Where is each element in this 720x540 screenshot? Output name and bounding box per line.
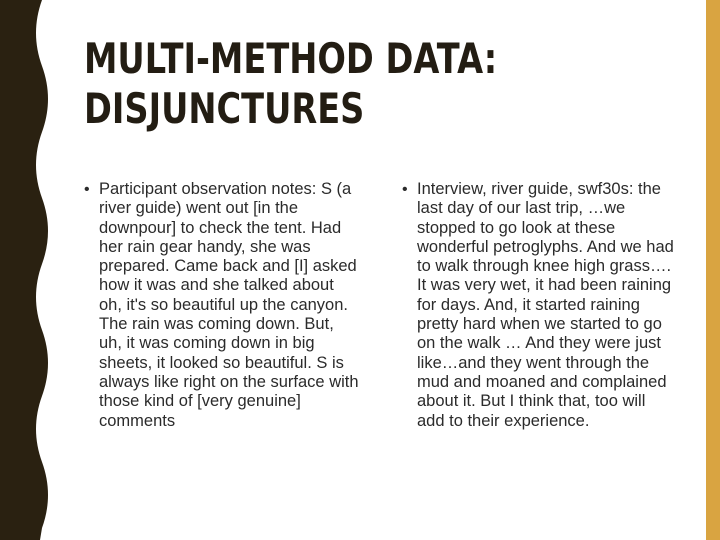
bullet-icon: • bbox=[402, 181, 408, 198]
bullet-icon: • bbox=[84, 181, 90, 198]
title-line-1: MULTI-METHOD DATA: bbox=[84, 34, 498, 83]
observation-notes-text: Participant observation notes: S (a river guide) went out [in the downpour] to check the tent. Had her rain gear handy, she was prepared. Came back and [I] asked how it was and she talked about oh, it's so beautiful up the canyon. The rain was coming down. But, uh, it was coming down in big sheets, it looked so beautiful. S is always like right on the surface with those kind of [very genuine] comments bbox=[99, 180, 359, 430]
slide-title bbox=[84, 34, 564, 134]
interview-text: Interview, river guide, swf30s: the last day of our last trip, …we stopped to go look at these wonderful petroglyphs. And we had to walk through knee high grass…. It was very wet, it had been raining for days. And, it started raining pretty hard when we started to go on the walk … And they were just like…and they went through the mud and moaned and complained about it. But I think that, too will add to their experience. bbox=[417, 180, 674, 430]
right-column bbox=[402, 180, 677, 431]
wavy-border-shape bbox=[0, 0, 48, 540]
right-accent-bar bbox=[706, 0, 720, 540]
title-line-2: DISJUNCTURES bbox=[84, 84, 365, 133]
left-column bbox=[84, 180, 359, 431]
wavy-border-decoration bbox=[0, 0, 60, 540]
